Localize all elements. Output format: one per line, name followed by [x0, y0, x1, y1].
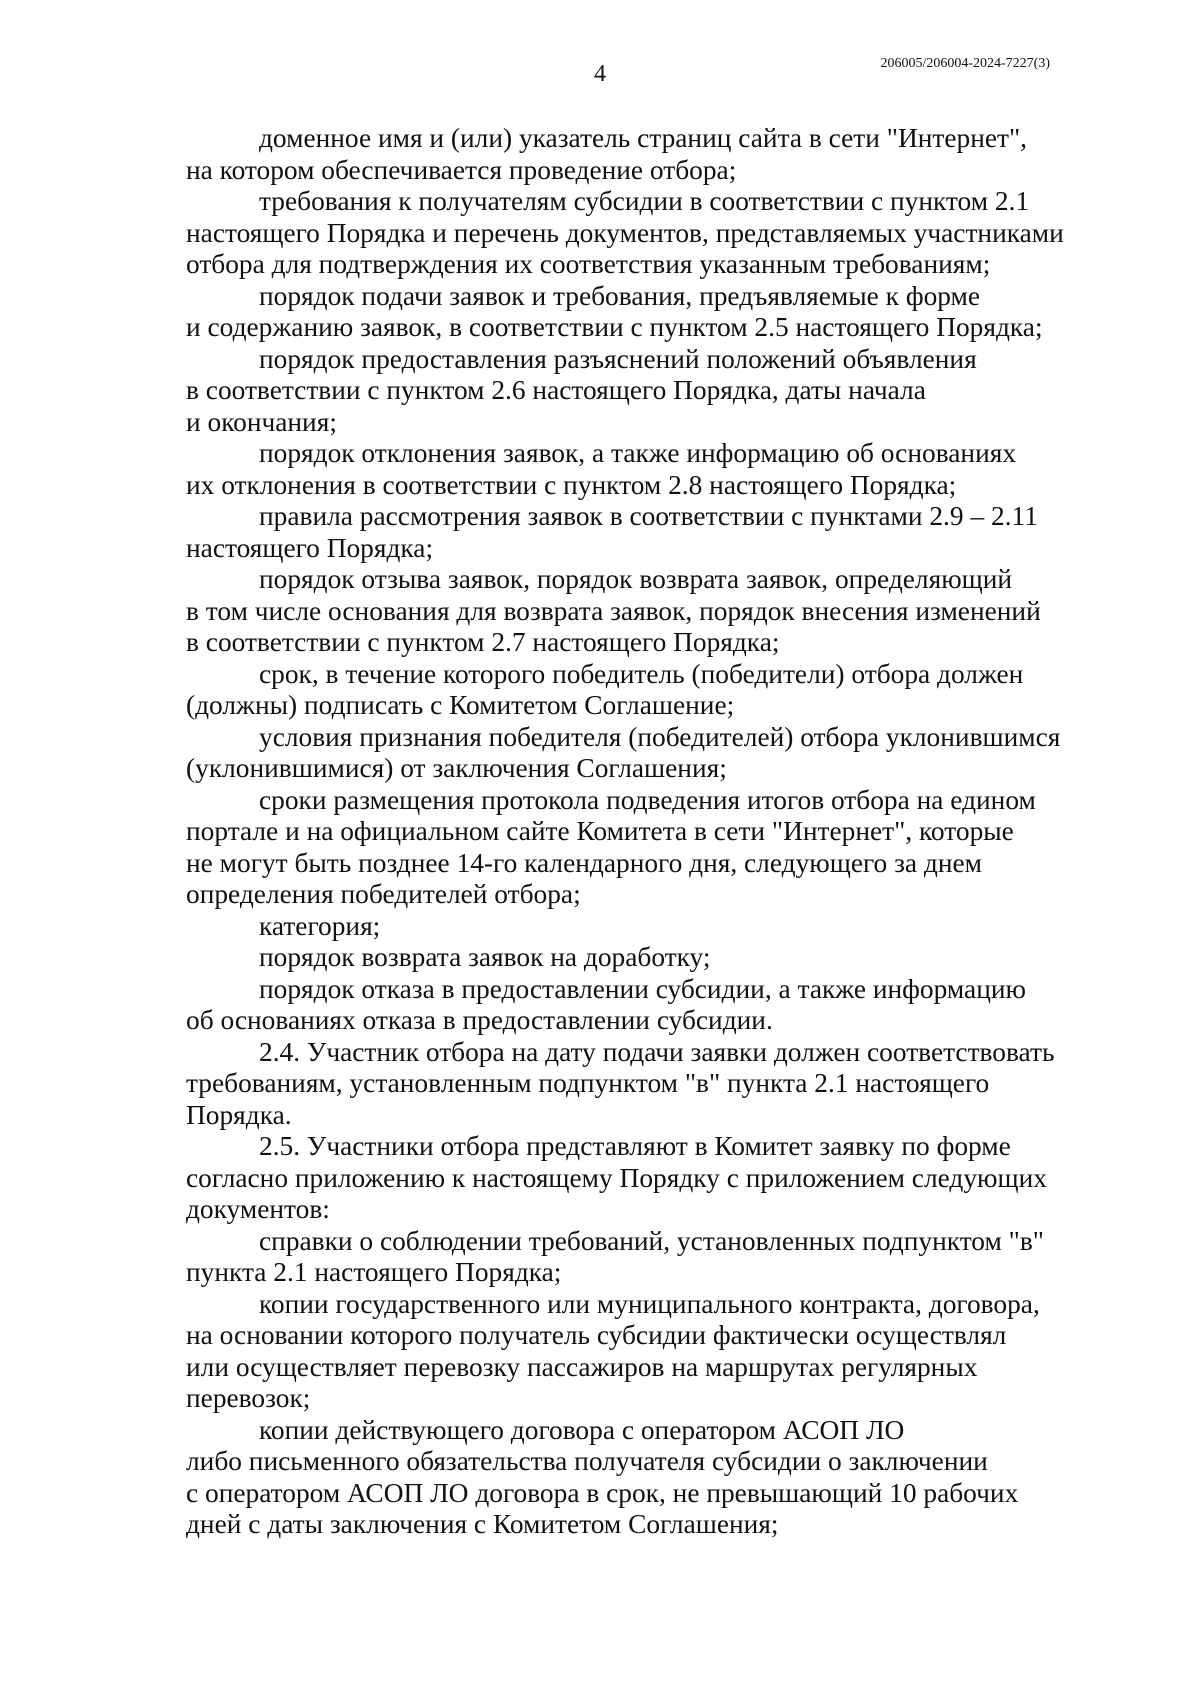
- paragraph-protocol-deadlines: сроки размещения протокола подведения итогов отбора на едином портале и на официальном сайте Комитета в сети "Интернет", которые не могут быть позднее 14-го календарного дня, следующего за днем определения победителей отбора;: [186, 784, 1036, 909]
- paragraph-evasion-conditions: условия признания победителя (победителей) отбора уклонившимся (уклонившимися) от заключения Соглашения;: [186, 721, 1061, 783]
- paragraph-rejection: порядок отклонения заявок, а также информацию об основаниях их отклонения в соответствии с пунктом 2.8 настоящего Порядка;: [186, 438, 1017, 500]
- paragraph-contract-copies: копии государственного или муниципального контракта, договора, на основании которого получатель субсидии фактически осуществлял или осуществляет перевозку пассажиров на маршрутах регулярных перевозок;: [186, 1288, 1040, 1413]
- paragraph-return-for-revision: порядок возврата заявок на доработку;: [259, 942, 711, 972]
- paragraph-signing-deadline: срок, в течение которого победитель (победители) отбора должен (должны) подписать с Комитетом Соглашение;: [186, 658, 1024, 720]
- paragraph-application-submission: порядок подачи заявок и требования, предъявляемые к форме и содержанию заявок, в соответствии с пунктом 2.5 настоящего Порядка;: [186, 280, 1043, 342]
- page-number: 4: [594, 61, 606, 87]
- paragraph-refusal: порядок отказа в предоставлении субсидии, а также информацию об основаниях отказа в предоставлении субсидии.: [186, 973, 1026, 1035]
- paragraph-2-4: 2.4. Участник отбора на дату подачи заявки должен соответствовать требованиям, установленным подпунктом "в" пункта 2.1 настоящего Порядка.: [186, 1036, 1055, 1130]
- paragraph-compliance-certificate: справки о соблюдении требований, установленных подпунктом "в" пункта 2.1 настоящего Порядка;: [186, 1225, 1044, 1287]
- paragraph-asop-agreement: копии действующего договора с оператором АСОП ЛО либо письменного обязательства получателя субсидии о заключении с оператором АСОП ЛО договора в срок, не превышающий 10 рабочих дней с даты заключения с Комитетом Соглашения;: [186, 1414, 1019, 1539]
- paragraph-recipient-requirements: требования к получателям субсидии в соответствии с пунктом 2.1 настоящего Порядка и перечень документов, представляемых участниками отбора для подтверждения их соответствия указанным требованиям;: [186, 186, 1064, 279]
- document-body: [186, 123, 1096, 1541]
- paragraph-clarifications: порядок предоставления разъяснений положений объявления в соответствии с пунктом 2.6 настоящего Порядка, даты начала и окончания;: [186, 343, 977, 437]
- paragraph-2-5: 2.5. Участники отбора представляют в Комитет заявку по форме согласно приложению к настоящему Порядку с приложением следующих документов:: [186, 1131, 1047, 1224]
- paragraph-domain-name: доменное имя и (или) указатель страниц сайта в сети "Интернет", на котором обеспечивается проведение отбора;: [186, 123, 1028, 185]
- document-id: 206005/206004-2024-7227(3): [880, 56, 1050, 71]
- paragraph-category: категория;: [259, 910, 381, 941]
- paragraph-review-rules: правила рассмотрения заявок в соответствии с пунктами 2.9 – 2.11 настоящего Порядка;: [186, 501, 1038, 563]
- paragraph-withdrawal: порядок отзыва заявок, порядок возврата заявок, определяющий в том числе основания для возврата заявок, порядок внесения изменений в соответствии с пунктом 2.7 настоящего Порядка;: [186, 564, 1041, 657]
